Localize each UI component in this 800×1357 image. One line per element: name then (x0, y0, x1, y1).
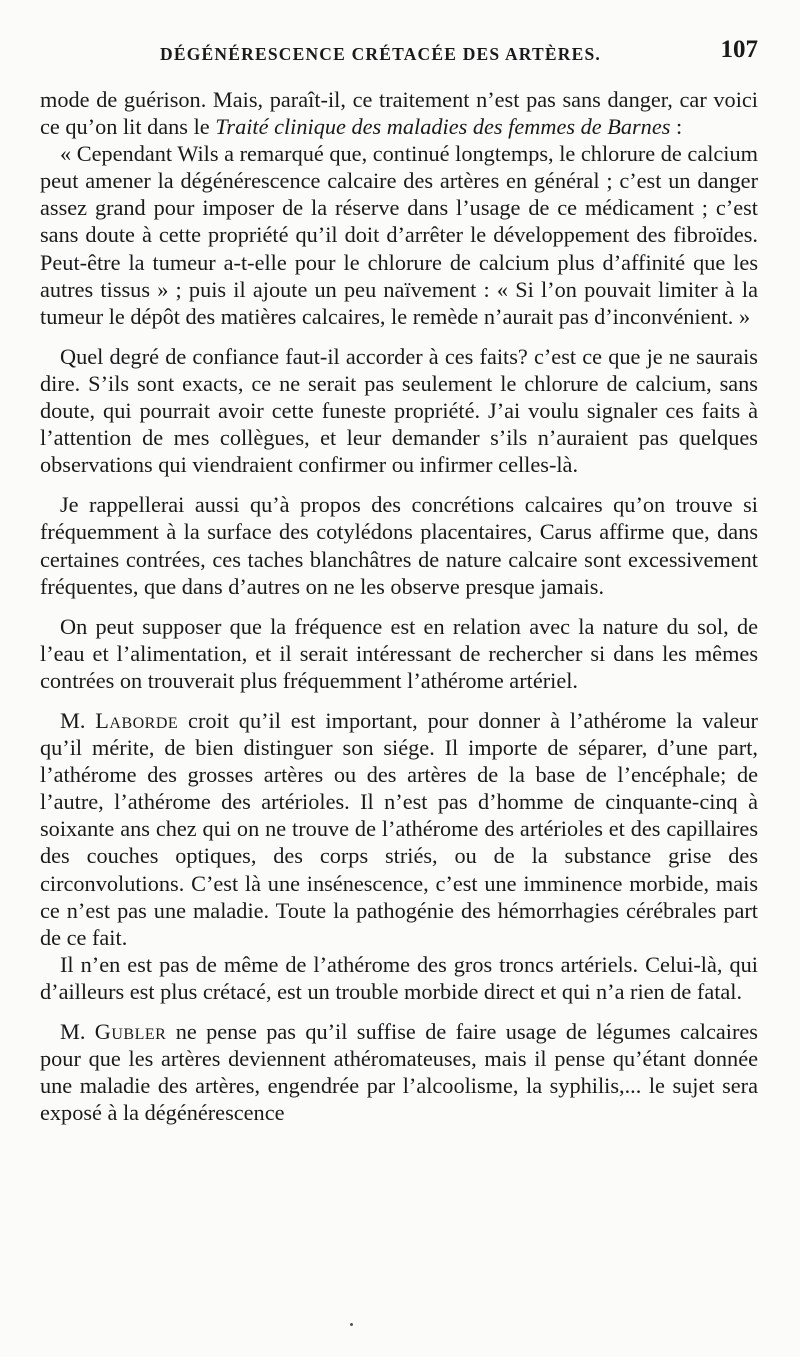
paragraph-1-end: : (670, 114, 683, 140)
paragraph-8-prefix: M. (60, 1019, 95, 1044)
page-speck (350, 1323, 353, 1326)
page-header (40, 30, 758, 86)
paragraph-1 (40, 86, 758, 140)
paragraph-3: Quel degré de confiance faut-il accorder à ces faits? c’est ce que je ne saurais dire. S’ils sont exacts, ce ne serait pas seulement le chlorure de calcium, sans doute, qui pourrait avoir cette funeste propriété. J’ai voulu signaler ces faits à l’attention de mes collègues, et leur demander s’ils n’auraient pas quelques observations qui viendraient confirmer ou infirmer celles-là. (40, 343, 758, 478)
paragraph-2-quotation: « Cependant Wils a remarqué que, continué longtemps, le chlorure de calcium peut amener la dégénérescence calcaire des artères en général ; c’est un danger assez grand pour imposer de la réserve dans l’usage de ce médicament ; c’est sans doute à cette propriété qu’il doit d’arrêter le développement des fibroïdes. Peut-être la tumeur a-t-elle pour le chlorure de calcium plus d’affinité que les autres tissus » ; puis il ajoute un peu naïvement : « Si l’on pouvait limiter à la tumeur le dépôt des matières calcaires, le remède n’aurait pas d’inconvénient. » (40, 141, 758, 329)
page-number: 107 (720, 36, 758, 63)
paragraph-8-text: ne pense pas qu’il suffise de faire usage de légumes calcaires pour que les artères deviennent athéromateuses, mais il pense qu’étant donnée une maladie des artères, engendrée par l’alcoolisme, la syphilis,... le sujet sera exposé à la dégénérescence (40, 1019, 758, 1126)
paragraph-5: On peut supposer que la fréquence est en relation avec la nature du sol, de l’eau et l’alimentation, et il serait intéressant de rechercher si dans les mêmes contrées on trouverait plus fréquemment l’athérome artériel. (40, 613, 758, 693)
paragraph-1-start: mode de guérison. Mais, paraît-il, ce traitement n’est pas sans danger, car voici ce qu’on lit dans le (40, 87, 758, 140)
speaker-name-gubler: Gubler (94, 1019, 167, 1044)
paragraph-8 (40, 1018, 758, 1126)
paragraph-4: Je rappellerai aussi qu’à propos des concrétions calcaires qu’on trouve si fréquemment à la surface des cotylédons placentaires, Carus affirme que, dans certaines contrées, ces taches blanchâtres de nature calcaire sont excessivement fréquentes, que dans d’autres on ne les observe presque jamais. (40, 492, 758, 599)
paragraph-6-text: croit qu’il est important, pour donner à l’athérome la valeur qu’il mérite, de bien distinguer son siége. Il importe de séparer, d’une part, l’athérome des grosses artères ou des artères de la base de l’encéphale; de l’autre, l’athérome des artérioles. Il n’est pas d’homme de cinquante-cinq à soixante ans chez qui on ne trouve de l’athérome des artérioles et des capillaires des couches optiques, des corps striés, ou de la substance grise des circonvolutions. C’est là une insénescence, c’est une imminence morbide, mais ce n’est pas une maladie. Toute la pathogénie des hémorrhagies cérébrales part de ce fait. (40, 707, 758, 950)
book-title-reference: Traité clinique des maladies des femmes de Barnes (215, 114, 671, 140)
paragraph-6-prefix: M. (60, 707, 96, 733)
body-text (40, 86, 758, 1126)
running-head: DÉGÉNÉRESCENCE CRÉTACÉE DES ARTÈRES. (160, 44, 601, 64)
paragraph-6 (40, 707, 758, 951)
speaker-name-laborde: Laborde (95, 707, 179, 733)
book-page (40, 30, 758, 1126)
paragraph-7: Il n’en est pas de même de l’athérome des gros troncs artériels. Celui-là, qui d’ailleurs est plus crétacé, est un trouble morbide direct et qui n’a rien de fatal. (40, 951, 758, 1004)
